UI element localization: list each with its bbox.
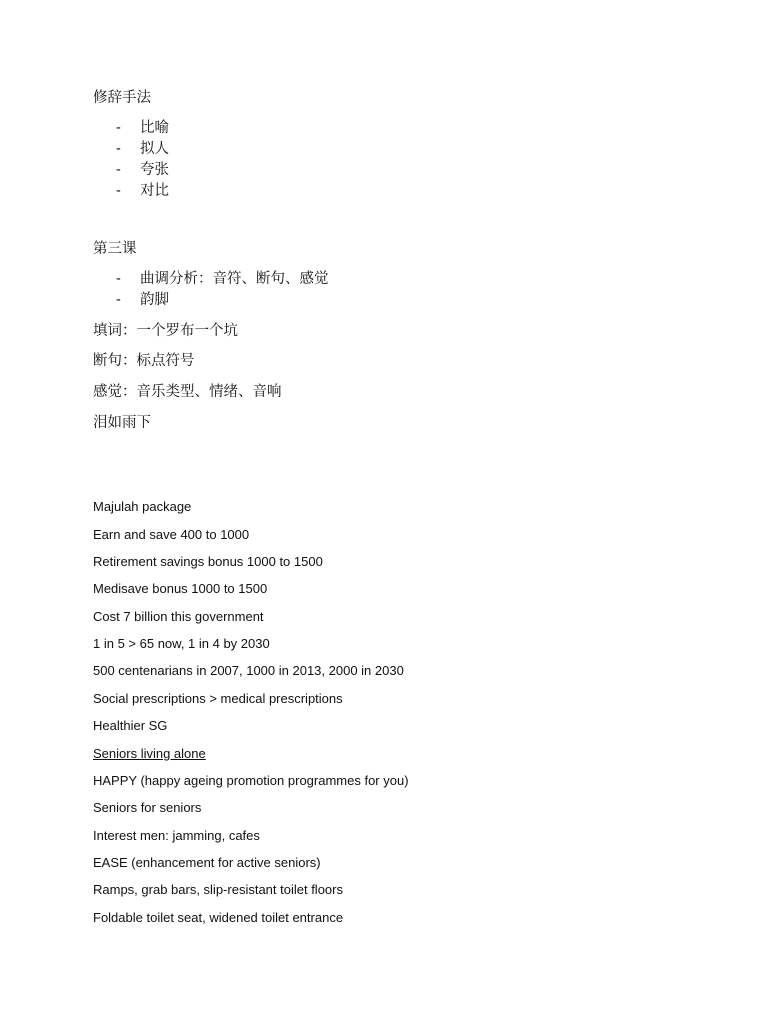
list-item-text: 对比: [140, 183, 169, 199]
bullet-dash: -: [116, 162, 121, 178]
list-item-text: 拟人: [140, 141, 169, 157]
bullet-dash: -: [116, 141, 121, 157]
list-item: [116, 121, 169, 136]
bullet-dash: -: [116, 271, 121, 287]
text-line: 填词：一个罗布一个坑: [93, 323, 238, 339]
note-line: Earn and save 400 to 1000: [93, 527, 250, 542]
list-item: [116, 184, 169, 199]
note-line: 500 centenarians in 2007, 1000 in 2013, 2000 in 2030: [93, 663, 404, 678]
note-line: Cost 7 billion this government: [93, 609, 264, 624]
note-line: Majulah package: [93, 499, 192, 514]
note-line: Retirement savings bonus 1000 to 1500: [93, 554, 323, 569]
text-line: 泪如雨下: [93, 415, 151, 431]
note-line: Social prescriptions > medical prescriptions: [93, 691, 343, 706]
list-item-text: 夸张: [140, 162, 169, 178]
note-line: Medisave bonus 1000 to 1500: [93, 581, 268, 596]
note-line: Interest men: jamming, cafes: [93, 828, 260, 843]
section-heading-rhetoric: 修辞手法: [93, 90, 151, 106]
note-line-underlined: Seniors living alone: [93, 746, 206, 761]
text-line: 断句：标点符号: [93, 353, 195, 369]
note-line: Ramps, grab bars, slip-resistant toilet floors: [93, 882, 343, 897]
text-line: 感觉：音乐类型、情绪、音响: [93, 384, 282, 400]
note-line: 1 in 5 > 65 now, 1 in 4 by 2030: [93, 636, 270, 651]
list-item-text: 曲调分析：音符、断句、感觉: [140, 271, 329, 287]
note-line: EASE (enhancement for active seniors): [93, 855, 321, 870]
section-heading-lesson: 第三课: [93, 241, 137, 257]
list-item-text: 韵脚: [140, 292, 169, 308]
list-item-text: 比喻: [140, 120, 169, 136]
note-line: Healthier SG: [93, 718, 168, 733]
bullet-dash: -: [116, 183, 121, 199]
list-item: [116, 293, 169, 308]
note-line: Seniors for seniors: [93, 800, 202, 815]
note-line: HAPPY (happy ageing promotion programmes for you): [93, 773, 409, 788]
note-line: Foldable toilet seat, widened toilet entrance: [93, 910, 344, 925]
bullet-dash: -: [116, 292, 121, 308]
list-item: [116, 142, 169, 157]
list-item: [116, 163, 169, 178]
bullet-dash: -: [116, 120, 121, 136]
list-item: [116, 272, 329, 287]
